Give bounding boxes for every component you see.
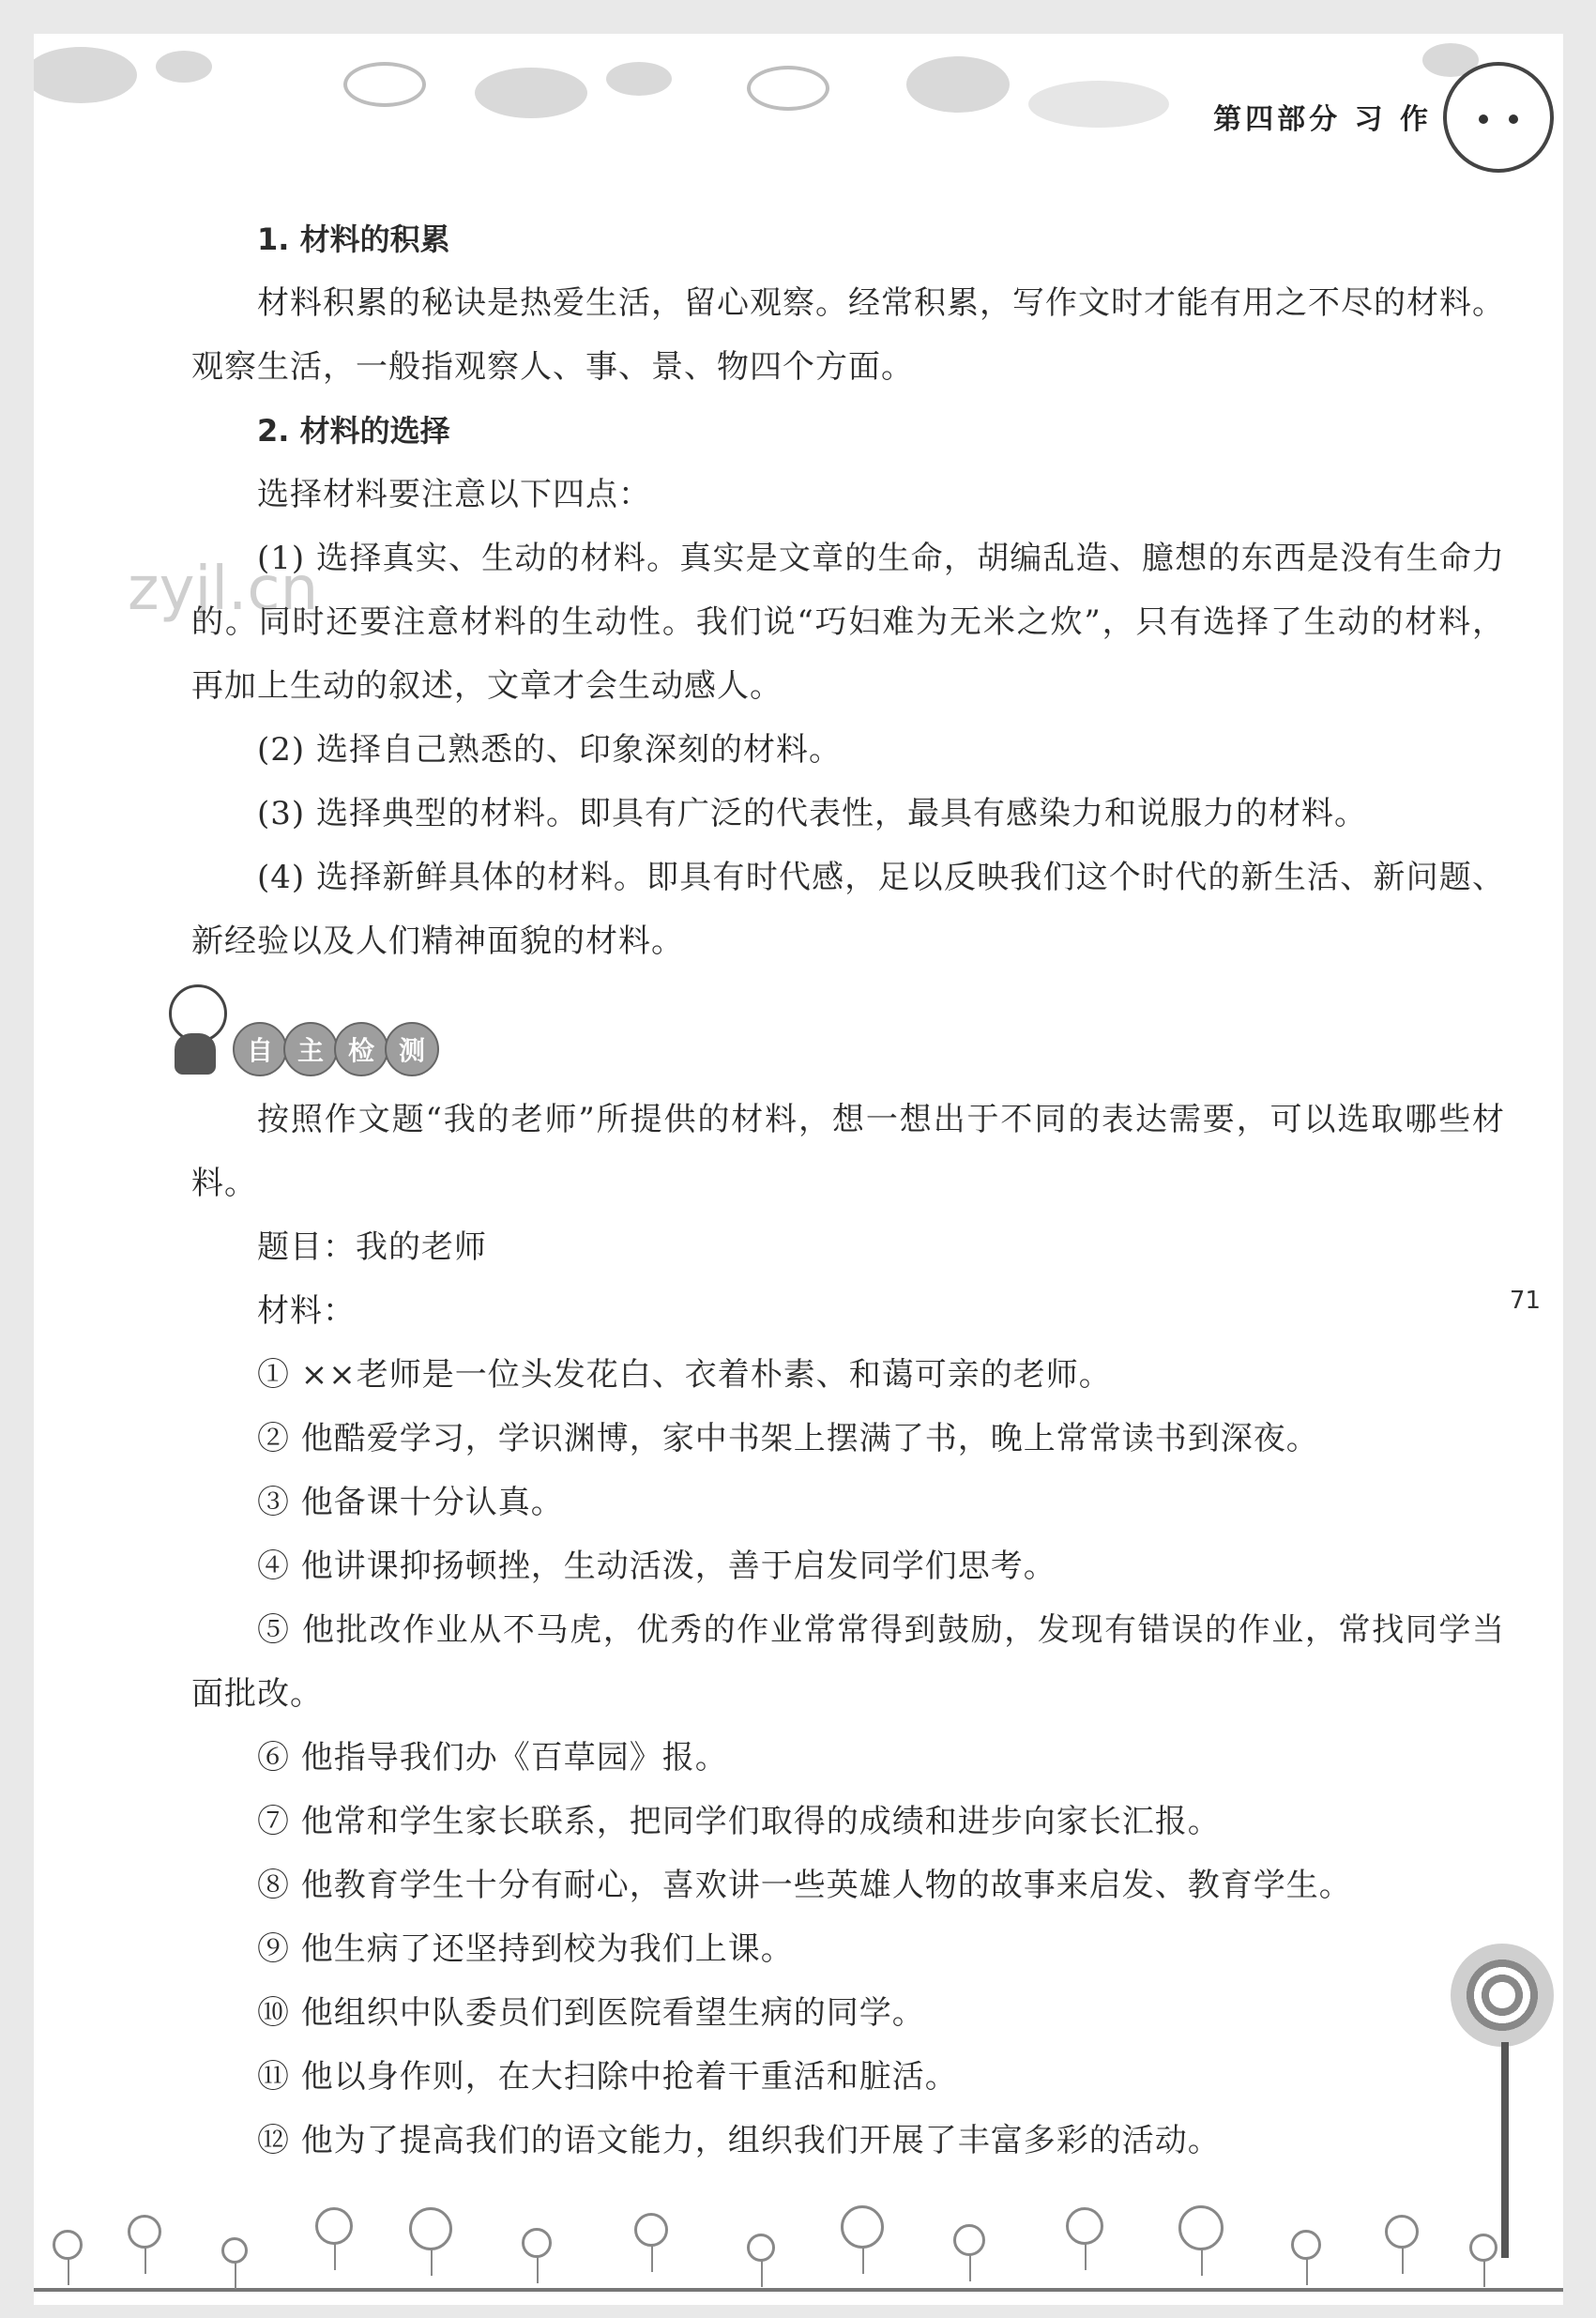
cloud-decoration — [606, 62, 672, 96]
list-item: ⑩ 他组织中队委员们到医院看望生病的同学。 — [257, 1994, 925, 2032]
badge-char: 检 — [334, 1022, 388, 1076]
list-item: ② 他酷爱学习，学识渊博，家中书架上摆满了书，晚上常常读书到深夜。 — [257, 1420, 1319, 1457]
flower-icon — [409, 2207, 452, 2250]
flower-icon — [634, 2213, 668, 2247]
list-item: ⑫ 他为了提高我们的语文能力，组织我们开展了丰富多彩的活动。 — [257, 2122, 1221, 2159]
cloud-decoration — [747, 66, 829, 111]
flower-icon — [315, 2207, 353, 2245]
flower-icon — [1066, 2207, 1103, 2245]
list-item: ⑧ 他教育学生十分有耐心，喜欢讲一些英雄人物的故事来启发、教育学生。 — [257, 1867, 1352, 1904]
section-accumulation — [191, 207, 1505, 399]
flower-icon — [221, 2237, 248, 2264]
ground-line — [34, 2288, 1563, 2292]
flower-icon — [53, 2230, 83, 2260]
list-item: ③ 他备课十分认真。 — [257, 1484, 564, 1521]
cloud-decoration — [34, 47, 137, 103]
list-item: ⑪ 他以身作则，在大扫除中抢着干重活和脏活。 — [257, 2058, 958, 2096]
book-page — [34, 34, 1563, 2305]
main-content — [191, 207, 1505, 2173]
cloud-decoration — [475, 68, 587, 118]
mascot-icon — [161, 984, 227, 1078]
cloud-decoration — [1028, 81, 1169, 128]
exercise-title: 题目：我的老师 — [257, 1228, 487, 1266]
paragraph: 选择材料要注意以下四点： — [257, 476, 651, 513]
self-check-badge — [191, 984, 1505, 1088]
paragraph: (3) 选择典型的材料。即具有广泛的代表性，最具有感染力和说服力的材料。 — [257, 795, 1367, 832]
page-footer — [34, 2202, 1563, 2305]
section-heading: 1. 材料的积累 — [257, 221, 450, 257]
exercise — [191, 1088, 1505, 2173]
page-number: 71 — [1509, 1287, 1541, 1315]
flower-icon — [841, 2205, 884, 2249]
exercise-prompt: 按照作文题“我的老师”所提供的材料，想一想出于不同的表达需要，可以选取哪些材料。 — [191, 1101, 1505, 1202]
paragraph: (4) 选择新鲜具体的材料。即具有时代感，足以反映我们这个时代的新生活、新问题、新经验以及人们精神面貌的材料。 — [191, 859, 1505, 960]
flower-icon — [1291, 2230, 1321, 2260]
list-item: ① ××老师是一位头发花白、衣着朴素、和蔼可亲的老师。 — [257, 1356, 1112, 1394]
page-header — [34, 34, 1563, 175]
flower-icon — [1385, 2215, 1419, 2249]
flower-icon — [953, 2224, 985, 2256]
list-item: ④ 他讲课抑扬顿挫，生动活泼，善于启发同学们思考。 — [257, 1548, 1056, 1585]
paragraph: 材料积累的秘诀是热爱生活，留心观察。经常积累，写作文时才能有用之不尽的材料。观察生活，一般指观察人、事、景、物四个方面。 — [191, 284, 1505, 386]
flower-icon — [128, 2215, 161, 2249]
flower-icon — [1178, 2205, 1224, 2250]
flower-icon — [747, 2234, 775, 2262]
flower-icon — [1469, 2234, 1497, 2262]
badge-title — [233, 1022, 435, 1076]
chapter-title: 第四部分 习 作 — [1213, 103, 1432, 136]
flower-icon — [1451, 1944, 1554, 2047]
cloud-decoration — [156, 51, 212, 83]
mascot-icon — [1443, 62, 1554, 173]
flower-icon — [522, 2228, 552, 2258]
badge-char: 自 — [233, 1022, 287, 1076]
list-item: ⑤ 他批改作业从不马虎，优秀的作业常常得到鼓励，发现有错误的作业，常找同学当面批改。 — [191, 1611, 1505, 1713]
watermark: zyjl.cn — [128, 555, 319, 624]
paragraph: (1) 选择真实、生动的材料。真实是文章的生命，胡编乱造、臆想的东西是没有生命力的。同时还要注意材料的生动性。我们说“巧妇难为无米之炊”，只有选择了生动的材料，再加上生动的叙述，文章才会生动感人。 — [191, 540, 1505, 705]
list-item: ⑥ 他指导我们办《百草园》报。 — [257, 1739, 728, 1777]
paragraph: (2) 选择自己熟悉的、印象深刻的材料。 — [257, 731, 842, 769]
section-selection — [191, 399, 1505, 973]
badge-char: 测 — [385, 1022, 439, 1076]
cloud-decoration — [343, 62, 426, 107]
badge-char: 主 — [283, 1022, 338, 1076]
list-item: ⑨ 他生病了还坚持到校为我们上课。 — [257, 1930, 794, 1968]
section-heading: 2. 材料的选择 — [257, 413, 450, 449]
cloud-decoration — [906, 56, 1010, 113]
list-item: ⑦ 他常和学生家长联系，把同学们取得的成绩和进步向家长汇报。 — [257, 1803, 1221, 1840]
materials-label: 材料： — [257, 1292, 356, 1330]
